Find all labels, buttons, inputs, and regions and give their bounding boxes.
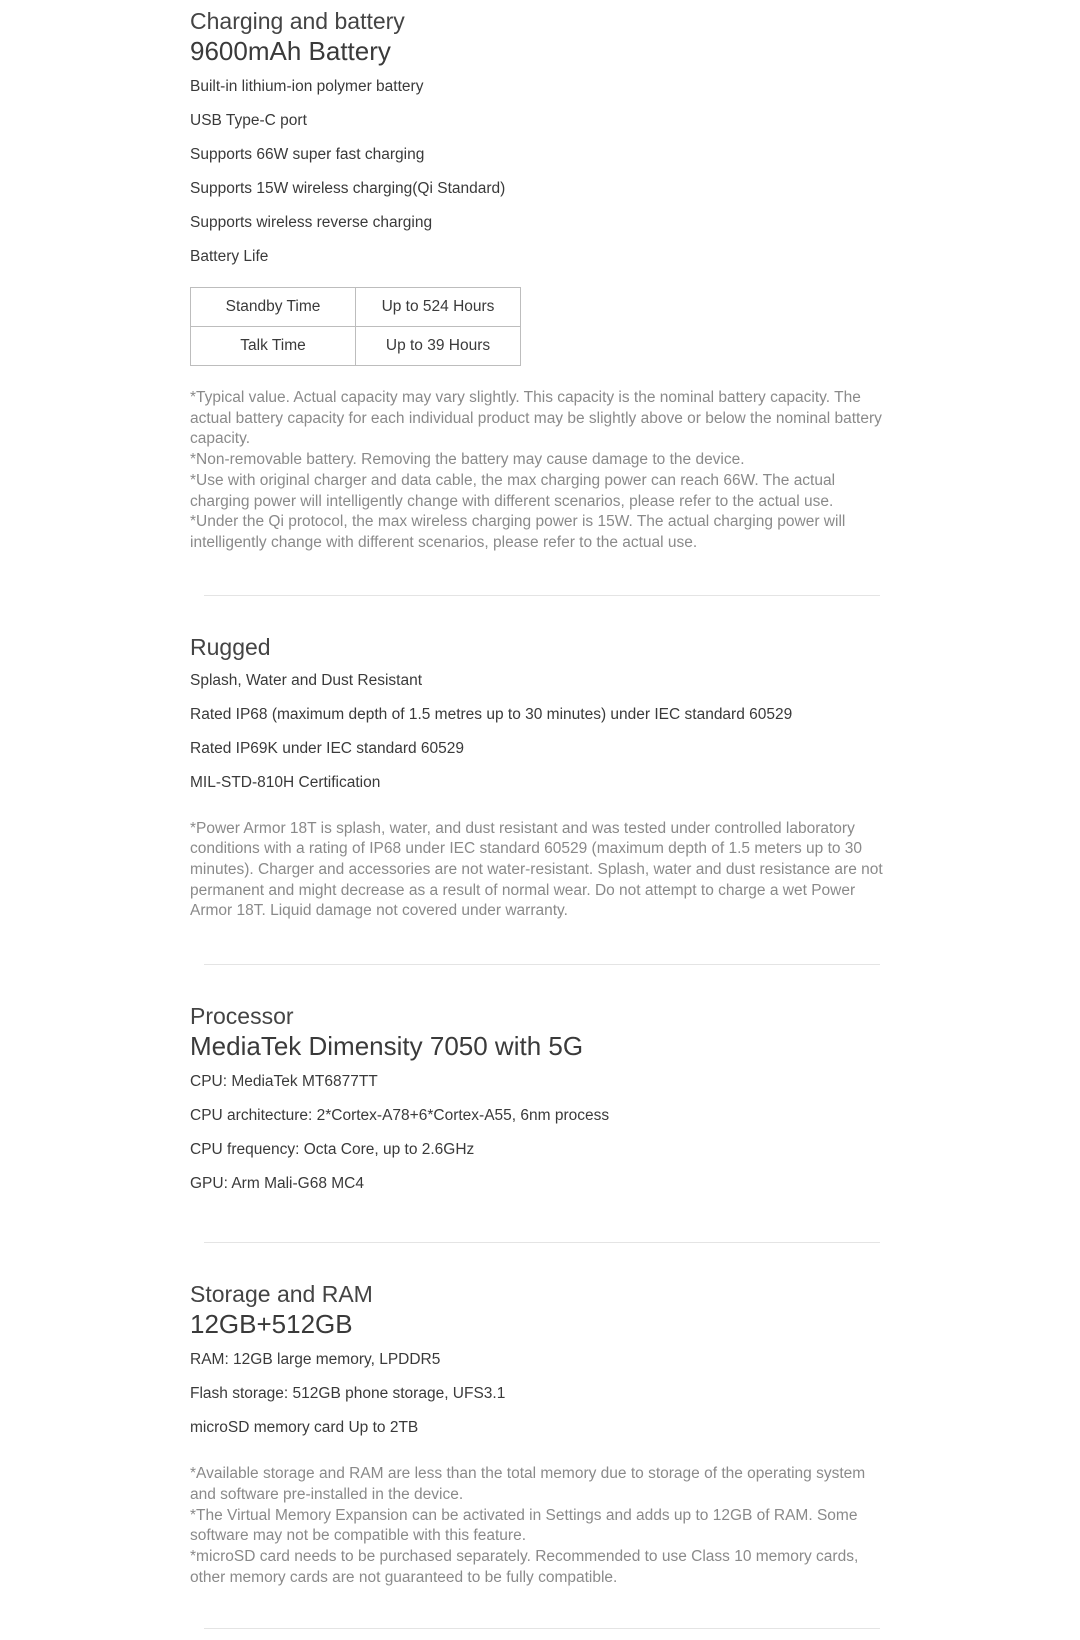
storage-footnotes	[190, 1464, 890, 1588]
footnote: *Available storage and RAM are less than the total memory due to storage of the operating system and software pre-installed in the device.	[190, 1465, 866, 1503]
spec-item: CPU architecture: 2*Cortex-A78+6*Cortex-A55, 6nm process	[190, 1107, 610, 1125]
table-row	[191, 327, 521, 366]
table-cell-value: Up to 39 Hours	[356, 327, 521, 366]
table-row	[191, 288, 521, 327]
storage-section	[190, 1243, 890, 1588]
footnote: *Use with original charger and data cable, the max charging power can reach 66W. The actual charging power will intelligently change with different scenarios, please refer to the actual use.	[190, 471, 836, 510]
footnote: *The Virtual Memory Expansion can be activated in Settings and adds up to 12GB of RAM. Some software may not be compatible with this feature.	[190, 1506, 858, 1545]
footnote: *Typical value. Actual capacity may vary slightly. This capacity is the nominal battery capacity. The actual battery capacity for each individual product may be slightly above or below the nominal battery capacity.	[190, 389, 882, 448]
battery-capacity-heading: 9600mAh Battery	[190, 36, 391, 66]
table-cell-label: Standby Time	[191, 288, 356, 327]
battery-section-title: Charging and battery	[190, 8, 405, 34]
spec-item: Flash storage: 512GB phone storage, UFS3.1	[190, 1385, 506, 1403]
footnote: *microSD card needs to be purchased separately. Recommended to use Class 10 memory cards, other memory cards are not guaranteed to be fully compatible.	[190, 1547, 859, 1586]
section-divider	[204, 1628, 880, 1629]
spec-item: USB Type-C port	[190, 112, 307, 129]
processor-section	[190, 965, 890, 1194]
footnote: *Under the Qi protocol, the max wireless charging power is 15W. The actual charging power will intelligently change with different scenarios, please refer to the actual use.	[190, 513, 846, 551]
battery-footnotes	[190, 388, 890, 554]
spec-item: microSD memory card Up to 2TB	[190, 1419, 419, 1437]
battery-spec-list	[190, 77, 890, 267]
spec-item: RAM: 12GB large memory, LPDDR5	[190, 1351, 441, 1369]
spec-item: Battery Life	[190, 248, 269, 265]
battery-section	[190, 0, 890, 554]
spec-item: Supports 66W super fast charging	[190, 146, 425, 163]
spec-item: Rated IP68 (maximum depth of 1.5 metres up to 30 minutes) under IEC standard 60529	[190, 705, 793, 723]
rugged-section-title: Rugged	[190, 633, 271, 660]
spec-item: Supports 15W wireless charging(Qi Standard)	[190, 180, 506, 197]
processor-spec-list	[190, 1072, 890, 1194]
spec-item: CPU frequency: Octa Core, up to 2.6GHz	[190, 1141, 475, 1159]
table-cell-label: Talk Time	[191, 327, 356, 366]
footnote: *Non-removable battery. Removing the battery may cause damage to the device.	[190, 451, 745, 469]
rugged-spec-list	[190, 671, 890, 793]
rugged-section	[190, 596, 890, 923]
spec-item: Splash, Water and Dust Resistant	[190, 671, 423, 689]
footnote: *Power Armor 18T is splash, water, and dust resistant and was tested under controlled laboratory conditions with a rating of IP68 under IEC standard 60529 (maximum depth of 1.5 meters up to 30 minutes). Charger and accessories are not water-resistant. Splash, water and dust resistance are not permanent and might decrease as a result of normal wear. Do not attempt to charge a wet Power Armor 18T. Liquid damage not covered under warranty.	[190, 819, 883, 920]
spec-page	[190, 0, 890, 1629]
storage-section-title: Storage and RAM	[190, 1281, 373, 1308]
spec-item: CPU: MediaTek MT6877TT	[190, 1073, 378, 1091]
processor-section-title: Processor	[190, 1003, 294, 1030]
rugged-footnotes	[190, 819, 890, 923]
spec-item: MIL-STD-810H Certification	[190, 773, 381, 791]
battery-life-table	[190, 287, 521, 366]
spec-item: Rated IP69K under IEC standard 60529	[190, 739, 465, 757]
spec-item: GPU: Arm Mali-G68 MC4	[190, 1175, 364, 1193]
table-cell-value: Up to 524 Hours	[356, 288, 521, 327]
spec-item: Built-in lithium-ion polymer battery	[190, 78, 424, 95]
storage-spec-list	[190, 1350, 890, 1438]
processor-model-heading: MediaTek Dimensity 7050 with 5G	[190, 1031, 584, 1062]
storage-capacity-heading: 12GB+512GB	[190, 1309, 353, 1340]
spec-item: Supports wireless reverse charging	[190, 214, 433, 231]
